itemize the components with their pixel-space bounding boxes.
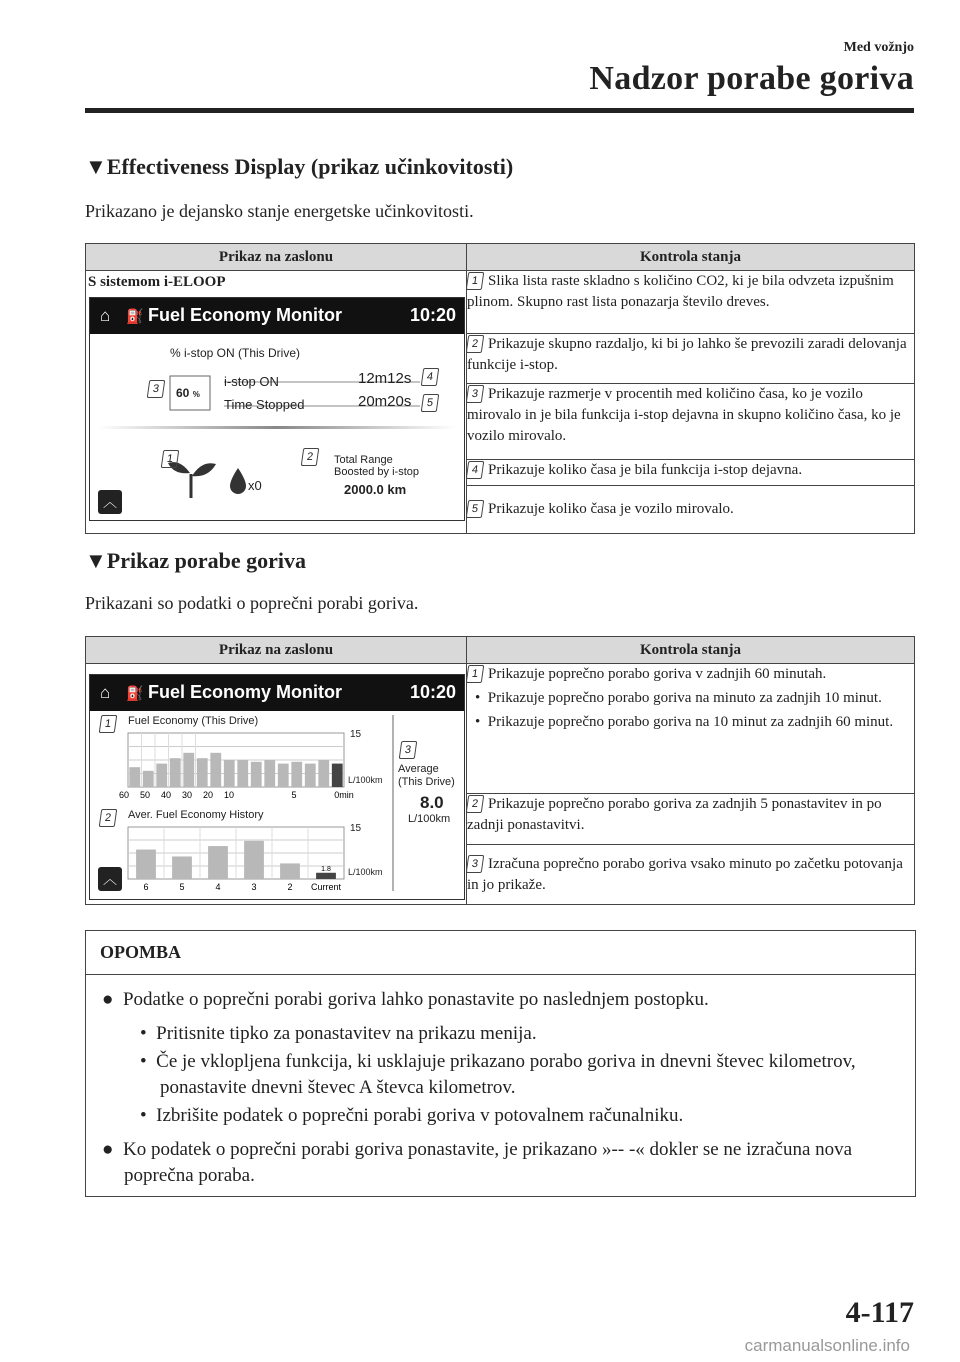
menu-up-button[interactable]: [98, 490, 122, 514]
screen-clock: 10:20: [409, 305, 456, 325]
fuel-item-1: [467, 664, 915, 794]
bar: [237, 760, 248, 787]
fuel-item-1-bullet-2: • Prikazuje poprečno porabo goriva na 10 minut za zadnjih 60 minut.: [475, 714, 894, 730]
screen-clock: 10:20: [409, 682, 456, 702]
bar: [305, 764, 316, 787]
tick-label: 4: [215, 882, 221, 892]
note-box: [85, 930, 916, 1197]
section1-intro: Prikazano je dejansko stanje energetske učinkovitosti.: [85, 201, 474, 221]
col-header-display: Prikaz na zaslonu: [86, 244, 467, 271]
tick-label: Current: [310, 882, 342, 892]
note-sub-3: • Izbrišite podatek o poprečni porabi goriva v potovalnem računalniku.: [140, 1105, 684, 1126]
average-unit: L/100km: [408, 813, 451, 825]
tick-label: 10: [223, 790, 235, 800]
average-label: Average (This Drive): [398, 763, 455, 788]
chapter-title: Nadzor porabe goriva: [589, 60, 914, 97]
fuel-screen: [89, 674, 465, 900]
bar: [143, 771, 154, 787]
page-number: 4-117: [845, 1296, 914, 1329]
note-title: OPOMBA: [86, 931, 915, 975]
screen-title: Fuel Economy Monitor: [148, 305, 343, 325]
effect-item-2: 2 Prikazuje skupno razdaljo, ki bi jo lahko še prevozili zaradi delovanja funkcije i-stop.: [467, 333, 915, 384]
section-subtitle: Med vožnjo: [843, 40, 914, 55]
note-bullet-2: ● Ko podatek o poprečni porabi goriva ponastavite, je prikazano »-- -« dokler se ne izračuna nova poprečna poraba.: [102, 1139, 853, 1186]
average-value: 8.0: [420, 793, 444, 812]
effectiveness-screen: [89, 297, 465, 521]
screen-title: Fuel Economy Monitor: [148, 682, 343, 702]
istop-label: i-stop ON: [224, 374, 279, 389]
effect-item-4: 4 Prikazuje koliko časa je bila funkcija i-stop dejavna.: [467, 459, 915, 485]
fuel-pump-icon: ⛽: [126, 685, 144, 701]
chart2-title: Aver. Fuel Economy History: [128, 809, 264, 821]
percent-value: 60 %: [176, 386, 200, 400]
bar-label: 1.8: [321, 865, 331, 873]
callout-1: 1: [100, 715, 121, 733]
tick-label: 5: [179, 882, 185, 892]
menu-up-button[interactable]: [98, 867, 122, 891]
fuel-item-1-text: 1 Prikazuje poprečno porabo goriva v zadnjih 60 minutah.: [467, 664, 914, 685]
col-header-control: Kontrola stanja: [467, 637, 915, 664]
bar: [264, 760, 275, 787]
bar: [210, 753, 221, 787]
tree-count: x0: [248, 478, 262, 493]
callout-1: 1: [162, 450, 183, 468]
bar: [316, 873, 336, 879]
bar: [208, 846, 228, 879]
chart2-unit: L/100km: [348, 867, 383, 877]
callout-3: 3: [400, 741, 421, 759]
section1-heading: ▼Effectiveness Display (prikaz učinkovitosti): [85, 154, 514, 179]
effect-item-1: 1 Slika lista raste skladno s količino CO2, ki je bila odvzeta izpušnim plinom. Skupno rast lista ponazarja število dreves.: [467, 271, 915, 334]
drop-icon: [230, 468, 246, 494]
istop-time: 12m12s: [358, 370, 412, 387]
fuel-table: [85, 636, 915, 905]
bar: [156, 764, 167, 787]
bar: [170, 758, 181, 787]
tick-label: 2: [287, 882, 293, 892]
home-icon: ⌂: [100, 306, 111, 325]
fuel-screen-cell: [86, 664, 467, 905]
total-range-label: Total Range Boosted by i-stop: [334, 454, 419, 478]
fuel-item-3: 3 Izračuna poprečno porabo goriva vsako minuto po začetku potovanja in jo prikaže.: [467, 845, 915, 905]
note-sub-2: • Če je vklopljena funkcija, ki usklajuje prikazano porabo goriva in dnevni števec kilometrov, ponastavite dnevni števec A števca kilometrov.: [140, 1051, 856, 1098]
bar: [280, 863, 300, 879]
bar: [244, 841, 264, 879]
note-body: [86, 975, 915, 1201]
callout-2: 2: [100, 809, 121, 827]
chart1-title: Fuel Economy (This Drive): [128, 715, 259, 727]
tick-label: 20: [202, 790, 214, 800]
header-rule: [85, 108, 914, 113]
effect-item-5: 5 Prikazuje koliko časa je vozilo mirovalo.: [467, 485, 915, 533]
callout-4: 4: [422, 368, 443, 386]
callout-3: 3: [148, 380, 169, 398]
chart1-unit: L/100km: [348, 775, 383, 785]
bar: [224, 760, 235, 787]
callout-2: 2: [302, 448, 323, 466]
chevron-up-icon: ︿: [103, 871, 117, 887]
fuel-item-2: 2 Prikazuje poprečno porabo goriva za zadnjih 5 ponastavitev in po zadnji ponastavitvi.: [467, 794, 915, 845]
note-bullet-1: ● Podatke o poprečni porabi goriva lahko ponastavite po naslednjem postopku.: [102, 989, 709, 1010]
history-chart: [128, 827, 344, 892]
bar: [183, 753, 194, 787]
iloop-caption: S sistemom i-ELOOP: [88, 274, 226, 290]
tick-label: 50: [139, 790, 151, 800]
fuel-pump-icon: ⛽: [126, 308, 144, 324]
tick-label: 40: [160, 790, 172, 800]
bar: [129, 767, 140, 787]
bar: [136, 850, 156, 879]
percent-label: % i-stop ON (This Drive): [170, 346, 301, 360]
chart1-ymax: 15: [350, 729, 362, 740]
section2-heading: ▼Prikaz porabe goriva: [85, 548, 306, 573]
tick-label: 3: [251, 882, 257, 892]
footer-watermark: carmanualsonline.info: [744, 1336, 910, 1355]
effect-item-3: 3 Prikazuje razmerje v procentih med količino časa, ko je vozilo mirovalo in je bila funkcija i-stop dejavna in skupno količino časa, ko je vozilo mirovalo.: [467, 384, 915, 459]
stopped-label: Time Stopped: [224, 397, 305, 412]
bar: [197, 758, 208, 787]
bar: [172, 856, 192, 879]
tick-label: 60: [118, 790, 130, 800]
bar: [318, 760, 329, 787]
home-icon: ⌂: [100, 683, 111, 702]
bar: [251, 762, 262, 787]
tick-label: 6: [143, 882, 149, 892]
tick-label: 5: [291, 790, 297, 800]
col-header-display: Prikaz na zaslonu: [86, 637, 467, 664]
stopped-time: 20m20s: [358, 393, 412, 410]
fuel-item-1-bullet-1: • Prikazuje poprečno porabo goriva na minuto za zadnjih 10 minut.: [475, 690, 882, 706]
chart2-ymax: 15: [350, 823, 362, 834]
bar: [278, 764, 289, 787]
section2-intro: Prikazani so podatki o poprečni porabi goriva.: [85, 593, 419, 613]
effectiveness-screen-cell: [86, 271, 467, 534]
callout-5: 5: [422, 394, 443, 412]
total-range-value: 2000.0 km: [344, 482, 407, 497]
chevron-up-icon: ︿: [103, 494, 117, 510]
tick-label: 0min: [334, 790, 354, 800]
bar: [291, 762, 302, 787]
note-sub-1: • Pritisnite tipko za ponastavitev na prikazu menija.: [140, 1023, 537, 1044]
effectiveness-table: [85, 243, 915, 534]
bar: [332, 764, 343, 787]
fuel-economy-chart: [119, 733, 354, 800]
col-header-control: Kontrola stanja: [467, 244, 915, 271]
tick-label: 30: [181, 790, 193, 800]
divider-line: [98, 426, 456, 429]
